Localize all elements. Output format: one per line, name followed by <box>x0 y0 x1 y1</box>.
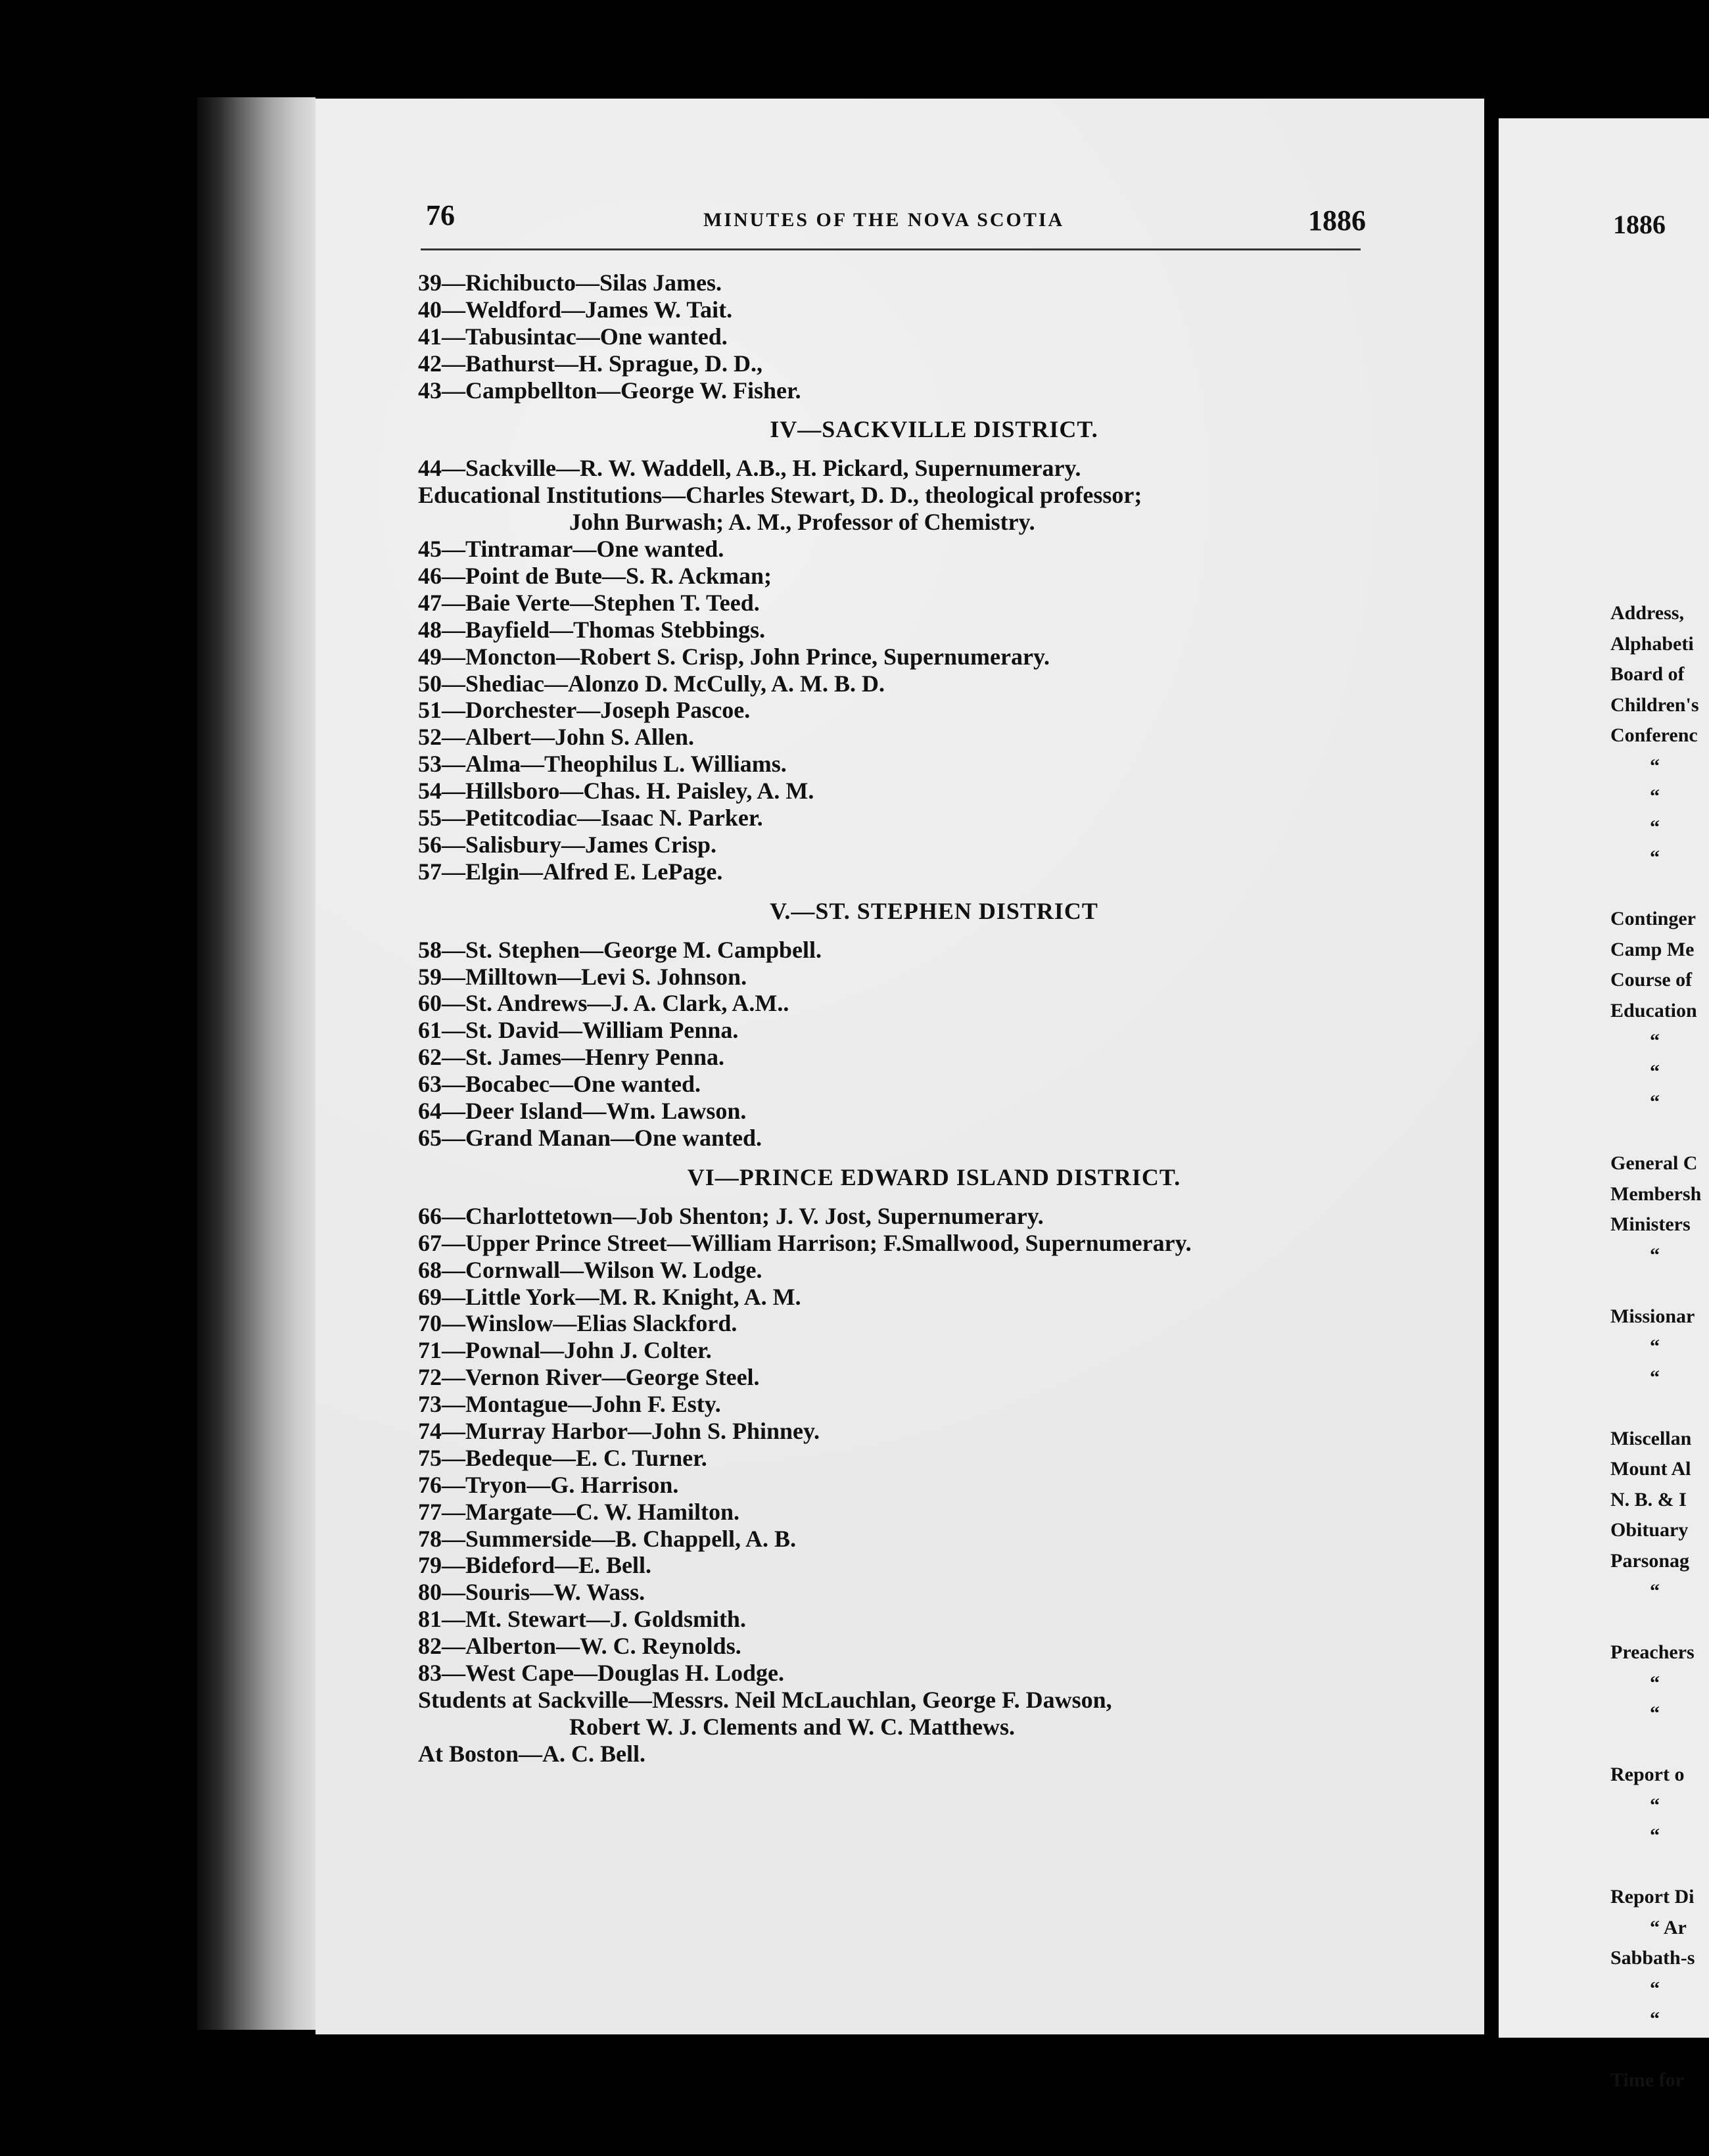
index-entry <box>1610 1729 1709 1760</box>
station-line: 72—Vernon River—George Steel. <box>418 1364 760 1391</box>
station-line: 42—Bathurst—H. Sprague, D. D., <box>418 350 763 377</box>
index-entry: Report o <box>1610 1764 1685 1785</box>
index-entry: “ Ar <box>1650 1916 1687 1938</box>
station-line: At Boston—A. C. Bell. <box>418 1740 646 1767</box>
station-line: 65—Grand Manan—One wanted. <box>418 1124 762 1151</box>
station-line: 40—Weldford—James W. Tait. <box>418 296 733 323</box>
station-line: John Burwash; A. M., Professor of Chemistry. <box>569 509 1035 536</box>
right-page-year: 1886 <box>1613 210 1666 239</box>
station-line: 82—Alberton—W. C. Reynolds. <box>418 1633 741 1660</box>
index-entry: Ministers <box>1610 1213 1691 1235</box>
index-entry: Children's <box>1610 693 1699 716</box>
index-entry: Conferenc <box>1610 724 1698 746</box>
index-entry: “ <box>1650 785 1660 807</box>
station-line: 49—Moncton—Robert S. Crisp, John Prince, Supernumerary. <box>418 643 1050 670</box>
station-line: 58—St. Stephen—George M. Campbell. <box>418 936 822 963</box>
station-line: 59—Milltown—Levi S. Johnson. <box>418 963 747 990</box>
index-entry: “ <box>1650 1825 1660 1846</box>
station-line: 67—Upper Prince Street—William Harrison; F.Smallwood, Supernumerary. <box>418 1229 1192 1256</box>
station-line: 41—Tabusintac—One wanted. <box>418 323 728 350</box>
district-heading: IV—SACKVILLE DISTRICT. <box>770 416 1098 443</box>
station-line: 71—Pownal—John J. Colter. <box>418 1337 712 1364</box>
station-line: 68—Cornwall—Wilson W. Lodge. <box>418 1256 762 1283</box>
station-line: 43—Campbellton—George W. Fisher. <box>418 377 801 404</box>
station-line: 79—Bideford—E. Bell. <box>418 1552 652 1579</box>
station-line: 75—Bedeque—E. C. Turner. <box>418 1444 707 1471</box>
index-entry <box>1610 1271 1709 1301</box>
station-line: Educational Institutions—Charles Stewart, D. D., theological professor; <box>418 482 1142 509</box>
station-line: Robert W. J. Clements and W. C. Matthews. <box>569 1713 1016 1740</box>
index-entry: Continger <box>1610 908 1696 929</box>
index-entry: Obituary <box>1610 1519 1689 1541</box>
index-entry: Time for <box>1610 2069 1684 2091</box>
station-line: 45—Tintramar—One wanted. <box>418 536 724 563</box>
index-entry <box>1610 1852 1709 1883</box>
index-entry: Sabbath-s <box>1610 1947 1695 1969</box>
station-line: 73—Montague—John F. Esty. <box>418 1391 721 1418</box>
index-entry: Report Di <box>1610 1886 1695 1908</box>
page-number: 76 <box>426 199 455 231</box>
station-line: 76—Tryon—G. Harrison. <box>418 1471 679 1498</box>
station-line: 44—Sackville—R. W. Waddell, A.B., H. Pickard, Supernumerary. <box>418 455 1081 482</box>
index-entry: Missionar <box>1610 1305 1695 1327</box>
station-line: 60—St. Andrews—J. A. Clark, A.M.. <box>418 990 789 1017</box>
index-entry: Membersh <box>1610 1183 1702 1205</box>
station-line: 70—Winslow—Elias Slackford. <box>418 1310 737 1337</box>
station-line: Students at Sackville—Messrs. Neil McLauchlan, George F. Dawson, <box>418 1686 1112 1713</box>
index-entry: “ <box>1650 847 1660 868</box>
station-line: 74—Murray Harbor—John S. Phinney. <box>418 1417 820 1444</box>
station-line: 69—Little York—M. R. Knight, A. M. <box>418 1283 801 1310</box>
index-entry: “ <box>1650 1580 1660 1602</box>
index-entry: Mount Al <box>1610 1458 1691 1480</box>
index-entry: Preachers <box>1610 1641 1695 1663</box>
station-line: 62—St. James—Henry Penna. <box>418 1044 724 1071</box>
station-line: 53—Alma—Theophilus L. Williams. <box>418 751 787 778</box>
index-entry: “ <box>1650 1030 1660 1052</box>
station-line: 66—Charlottetown—Job Shenton; J. V. Jost, Supernumerary. <box>418 1202 1044 1229</box>
page-year: 1886 <box>1308 204 1366 237</box>
index-entry: “ <box>1650 1977 1660 2000</box>
index-entry: “ <box>1650 1672 1660 1694</box>
index-entry: “ <box>1650 1702 1660 1724</box>
station-line: 57—Elgin—Alfred E. LePage. <box>418 858 723 885</box>
index-entry: Board of <box>1610 663 1685 685</box>
station-line: 46—Point de Bute—S. R. Ackman; <box>418 563 772 590</box>
running-title: MINUTES OF THE NOVA SCOTIA <box>703 209 1065 231</box>
district-heading: V.—ST. STEPHEN DISTRICT <box>770 897 1098 924</box>
index-entry: Address, <box>1610 602 1684 624</box>
index-entry <box>1610 1607 1709 1638</box>
index-entry: N. B. & I <box>1610 1488 1687 1511</box>
index-entry: Miscellan <box>1610 1427 1692 1449</box>
index-entry: “ <box>1650 2008 1660 2030</box>
station-line: 55—Petitcodiac—Isaac N. Parker. <box>418 805 763 832</box>
index-entry: Education <box>1610 999 1697 1021</box>
station-line: 48—Bayfield—Thomas Stebbings. <box>418 616 766 643</box>
index-entry: “ <box>1650 1244 1660 1266</box>
index-entry <box>1610 1393 1709 1424</box>
station-line: 61—St. David—William Penna. <box>418 1017 739 1044</box>
station-line: 81—Mt. Stewart—J. Goldsmith. <box>418 1606 746 1633</box>
station-line: 78—Summerside—B. Chappell, A. B. <box>418 1525 797 1552</box>
index-entry: “ <box>1650 1366 1660 1388</box>
district-heading: VI—PRINCE EDWARD ISLAND DISTRICT. <box>687 1163 1181 1190</box>
stations-list <box>418 270 1371 1768</box>
index-entry: “ <box>1650 1794 1660 1816</box>
station-line: 56—Salisbury—James Crisp. <box>418 831 717 858</box>
index-entry: General C <box>1610 1152 1698 1174</box>
station-line: 64—Deer Island—Wm. Lawson. <box>418 1098 747 1125</box>
station-line: 63—Bocabec—One wanted. <box>418 1071 701 1098</box>
index-entry <box>1610 874 1709 904</box>
header-rule <box>421 248 1361 250</box>
book-binding <box>197 97 316 2030</box>
index-entry: “ <box>1650 1091 1660 1113</box>
index-entry <box>1610 1118 1709 1149</box>
station-line: 77—Margate—C. W. Hamilton. <box>418 1498 739 1525</box>
page-gutter <box>1484 99 1499 2034</box>
index-entry: “ <box>1650 1060 1660 1083</box>
index-entry: Course of <box>1610 969 1693 991</box>
index-entry: Alphabeti <box>1610 632 1694 655</box>
index-entry: Camp Me <box>1610 938 1695 960</box>
station-line: 52—Albert—John S. Allen. <box>418 724 695 751</box>
index-entry: “ <box>1650 755 1660 777</box>
index-entry: Parsonag <box>1610 1549 1689 1572</box>
station-line: 83—West Cape—Douglas H. Lodge. <box>418 1659 785 1686</box>
station-line: 54—Hillsboro—Chas. H. Paisley, A. M. <box>418 778 814 805</box>
station-line: 51—Dorchester—Joseph Pascoe. <box>418 697 751 724</box>
right-page-index <box>1610 598 1709 2096</box>
station-line: 47—Baie Verte—Stephen T. Teed. <box>418 589 760 616</box>
index-entry <box>1610 2035 1709 2066</box>
index-entry: “ <box>1650 816 1660 838</box>
index-entry: “ <box>1650 1336 1660 1357</box>
station-line: 80—Souris—W. Wass. <box>418 1579 645 1606</box>
station-line: 39—Richibucto—Silas James. <box>418 270 722 296</box>
station-line: 50—Shediac—Alonzo D. McCully, A. M. B. D. <box>418 670 885 697</box>
